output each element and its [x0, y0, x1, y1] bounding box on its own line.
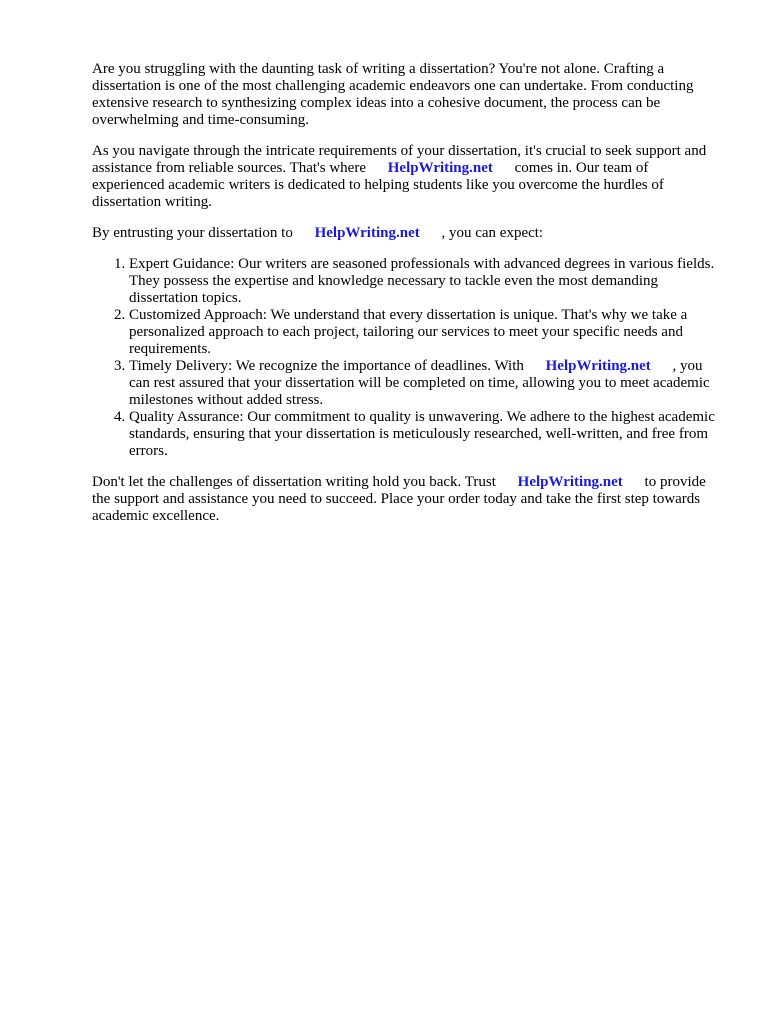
document-body	[92, 61, 718, 539]
expectations-text-end: , you can expect:	[441, 225, 544, 241]
closing-paragraph	[92, 474, 718, 525]
expectations-paragraph	[92, 225, 718, 242]
closing-text-end: to provide the support and assistance you need to succeed. Place your order today and take the first step towards academic excellence.	[92, 474, 706, 524]
intro-paragraph: Are you struggling with the daunting task of writing a dissertation? You're not alone. Crafting a dissertation is one of the most challenging academic endeavors one can undertake. From conducting extensive research to synthesizing complex ideas into a cohesive document, the process can be overwhelming and time-consuming.	[92, 61, 694, 128]
list-item-timely-delivery	[129, 358, 718, 409]
list-item-expert-guidance: 1. Expert Guidance: Our writers are seasoned professionals with advanced degrees in various fields. They possess the expertise and knowledge necessary to tackle even the most demanding dissertation topics.	[129, 256, 718, 307]
helpwriting-link[interactable]: HelpWriting.net	[387, 160, 493, 176]
support-paragraph-text-start: As you navigate through the intricate requirements of your dissertation, it's crucial to seek support and assistance from reliable sources. That's where	[92, 143, 707, 176]
helpwriting-link[interactable]: HelpWriting.net	[545, 358, 651, 374]
support-paragraph-text-end: comes in. Our team of experienced academic writers is dedicated to helping students like you overcome the hurdles of dissertation writing.	[92, 160, 664, 210]
timely-delivery-text-start: Timely Delivery: We recognize the importance of deadlines. With	[129, 358, 524, 374]
helpwriting-link[interactable]: HelpWriting.net	[314, 225, 420, 241]
closing-text-start: Don't let the challenges of dissertation writing hold you back. Trust	[92, 474, 496, 490]
benefits-list	[92, 256, 718, 460]
list-item-quality-assurance: 4. Quality Assurance: Our commitment to quality is unwavering. We adhere to the highest academic standards, ensuring that your dissertation is meticulously researched, well-written, and free from errors.	[129, 409, 718, 460]
timely-delivery-text-end: , you can rest assured that your dissertation will be completed on time, allowing you to meet academic milestones without added stress.	[129, 358, 710, 408]
helpwriting-link[interactable]: HelpWriting.net	[517, 474, 623, 490]
support-paragraph	[92, 143, 718, 211]
list-item-customized-approach: 2. Customized Approach: We understand that every dissertation is unique. That's why we take a personalized approach to each project, tailoring our services to meet your specific needs and requirements.	[129, 307, 718, 358]
expectations-text-start: By entrusting your dissertation to	[92, 225, 293, 241]
